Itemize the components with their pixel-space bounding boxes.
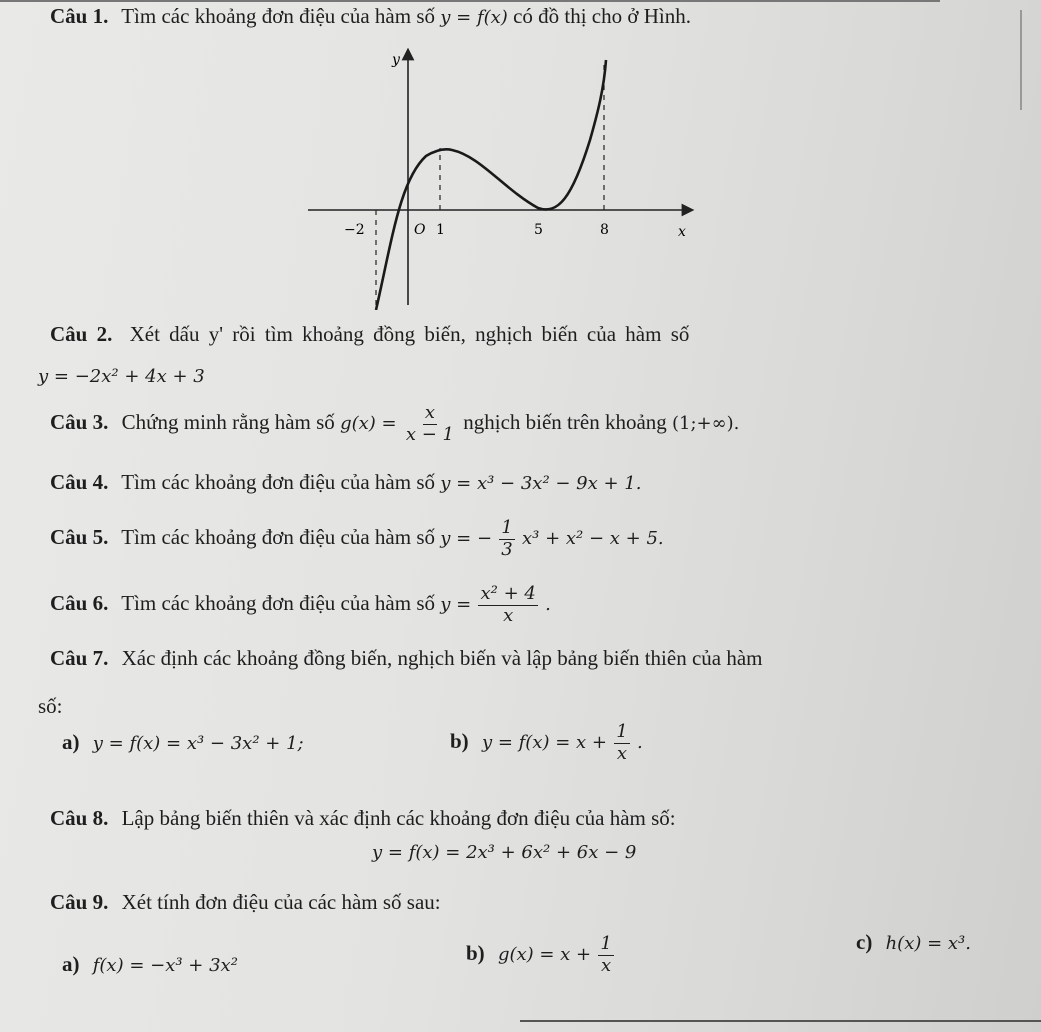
- question-7-b: [450, 722, 643, 764]
- question-4-text: Tìm các khoảng đơn điệu của hàm số: [121, 470, 435, 494]
- question-1-label: Câu 1.: [50, 4, 109, 28]
- question-1-after: có đồ thị cho ở Hình.: [513, 4, 691, 28]
- question-6-label: Câu 6.: [50, 591, 109, 615]
- question-7-b-denominator: x: [616, 742, 628, 764]
- question-3-after: nghịch biến trên khoảng: [463, 410, 667, 434]
- question-7-text-cont: số:: [38, 694, 63, 718]
- question-6-text: Tìm các khoảng đơn điệu của hàm số: [121, 591, 435, 615]
- question-5-text: Tìm các khoảng đơn điệu của hàm số: [121, 525, 435, 549]
- x-axis-label: x: [678, 224, 686, 240]
- question-9-b-pre: g(x) = x +: [497, 944, 592, 965]
- question-3-fraction: [404, 403, 456, 445]
- question-7-b-post: .: [636, 732, 643, 753]
- function-curve: [376, 60, 606, 310]
- question-5-denominator: 3: [501, 538, 513, 560]
- question-6: [50, 584, 551, 626]
- question-9-a-formula: f(x) = −x³ + 3x²: [92, 955, 238, 976]
- question-8-formula: y = f(x) = 2x³ + 6x² + 6x − 9: [372, 842, 637, 863]
- question-9-text: Xét tính đơn điệu của các hàm số sau:: [121, 890, 441, 914]
- page-edge-bottom: [520, 1020, 1041, 1022]
- question-3-interval: (1;+∞).: [672, 413, 740, 434]
- origin-label: O: [414, 222, 426, 238]
- question-7-b-pre: y = f(x) = x +: [481, 732, 607, 753]
- question-6-pre: y =: [440, 594, 472, 615]
- question-7-b-numerator: 1: [616, 721, 628, 742]
- question-6-denominator: x: [503, 604, 514, 626]
- question-4-label: Câu 4.: [50, 470, 109, 494]
- question-3: [50, 403, 739, 445]
- question-7-text: Xác định các khoảng đồng biến, nghịch biến và lập bảng biến thiên của hàm: [121, 646, 763, 670]
- question-5-pre: y = −: [440, 528, 493, 549]
- question-3-numerator: x: [424, 402, 435, 423]
- question-7-label: Câu 7.: [50, 646, 109, 670]
- question-6-fraction: [478, 584, 537, 626]
- y-axis-label: y: [392, 52, 400, 68]
- question-2-text: Xét dấu y' rồi tìm khoảng đồng biến, nghịch biến của hàm số: [129, 322, 690, 346]
- tick-1: 1: [436, 222, 445, 238]
- question-3-label: Câu 3.: [50, 410, 109, 434]
- question-3-func: g(x) =: [340, 413, 397, 434]
- question-6-numerator: x² + 4: [480, 583, 536, 604]
- question-9-a: [62, 952, 238, 977]
- question-4-formula: y = x³ − 3x² − 9x + 1.: [440, 473, 642, 494]
- question-8: [50, 806, 676, 831]
- question-2-label: Câu 2.: [50, 322, 113, 346]
- question-5-fraction: [499, 518, 514, 560]
- question-9-label: Câu 9.: [50, 890, 109, 914]
- tick-8: 8: [600, 222, 609, 238]
- question-5-label: Câu 5.: [50, 525, 109, 549]
- question-9-b-denominator: x: [601, 954, 612, 976]
- question-5-numerator: 1: [501, 517, 513, 538]
- question-7-a-formula: y = f(x) = x³ − 3x² + 1;: [92, 733, 304, 754]
- question-9-c-label: c): [856, 930, 873, 954]
- question-5: [50, 518, 664, 560]
- question-2-formula: y = −2x² + 4x + 3: [38, 366, 205, 387]
- tick-5: 5: [534, 222, 543, 238]
- page-edge-top: [0, 0, 940, 2]
- question-7-b-fraction: [614, 722, 629, 764]
- question-1-text: Tìm các khoảng đơn điệu của hàm số: [121, 4, 435, 28]
- question-3-denominator: x − 1: [405, 423, 454, 445]
- question-1: [50, 4, 691, 29]
- question-7-b-label: b): [450, 729, 469, 753]
- question-9-b: [466, 934, 616, 976]
- question-7-a: [62, 730, 304, 755]
- question-9: [50, 890, 441, 915]
- question-7-a-label: a): [62, 730, 80, 754]
- question-3-text: Chứng minh rằng hàm số: [121, 410, 335, 434]
- question-7: [50, 646, 763, 671]
- question-2: [50, 322, 689, 347]
- question-9-b-fraction: [598, 934, 613, 976]
- question-5-post: x³ + x² − x + 5.: [521, 528, 664, 549]
- question-8-label: Câu 8.: [50, 806, 109, 830]
- question-8-text: Lập bảng biến thiên và xác định các khoảng đơn điệu của hàm số:: [121, 806, 676, 830]
- question-9-b-numerator: 1: [600, 933, 612, 954]
- page-edge-right: [1020, 10, 1022, 110]
- function-graph: [300, 40, 700, 310]
- question-1-formula: y = f(x): [440, 7, 508, 28]
- question-4: [50, 470, 641, 495]
- question-9-c: [856, 930, 971, 955]
- question-9-b-label: b): [466, 941, 485, 965]
- question-9-c-formula: h(x) = x³.: [885, 933, 971, 954]
- question-6-post: .: [545, 594, 551, 615]
- question-9-a-label: a): [62, 952, 80, 976]
- tick-minus2: −2: [344, 222, 365, 238]
